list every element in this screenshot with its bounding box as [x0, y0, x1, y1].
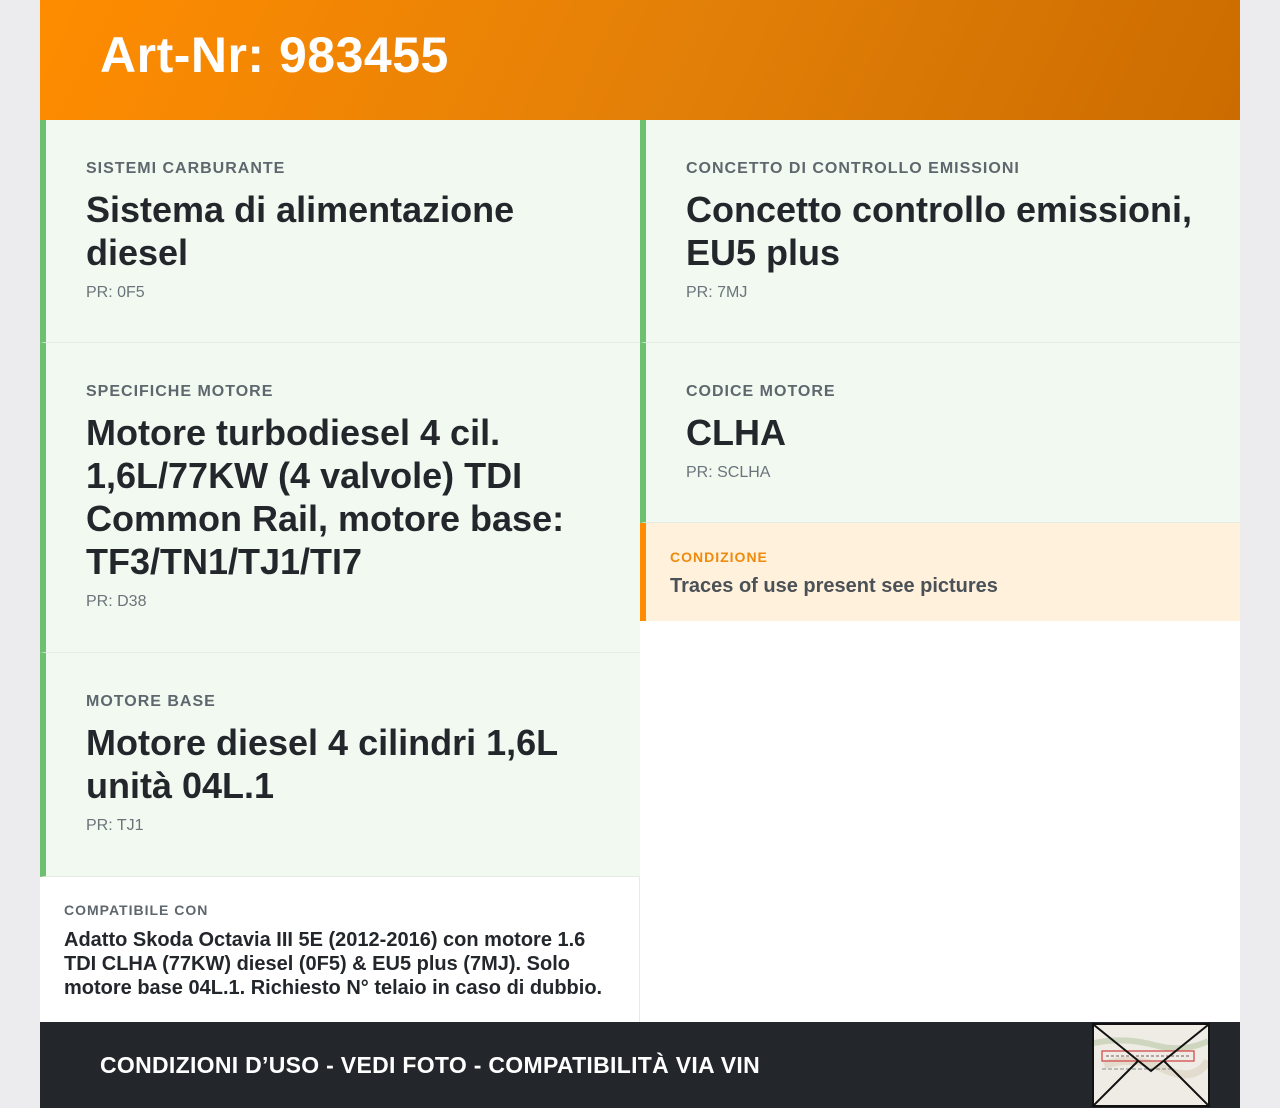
card-pr-code: PR: TJ1	[86, 817, 144, 834]
compatibility-label: COMPATIBILE CON	[64, 902, 209, 918]
card-value: CLHA	[686, 412, 786, 453]
engine-code-card	[640, 343, 1240, 523]
compatibility-text: Adatto Skoda Octavia III 5E (2012-2016) con motore 1.6 TDI CLHA (77KW) diesel (0F5) & EU5 plus (7MJ). Solo motore base 04L.1. Richiesto N° telaio in caso di dubbio.	[64, 929, 603, 999]
emissions-card	[640, 120, 1240, 343]
card-label: SPECIFICHE MOTORE	[86, 383, 274, 400]
card-label: SISTEMI CARBURANTE	[86, 160, 286, 177]
card-pr-code: PR: 0F5	[86, 284, 145, 301]
base-engine-card	[40, 653, 640, 877]
condition-box	[640, 523, 1240, 621]
compatibility-section	[40, 877, 640, 1022]
footer-text: CONDIZIONI D’USO - VEDI FOTO - COMPATIBILITÀ VIA VIN	[100, 1052, 761, 1078]
card-value: Motore diesel 4 cilindri 1,6L unità 04L.1	[86, 722, 558, 806]
condition-label: CONDIZIONE	[670, 549, 768, 565]
condition-value: Traces of use present see pictures	[670, 575, 998, 597]
engine-specs-card	[40, 343, 640, 653]
card-value: Motore turbodiesel 4 cil. 1,6L/77KW (4 valvole) TDI Common Rail, motore base: TF3/TN1/TJ1/TI7	[86, 412, 565, 582]
card-pr-code: PR: 7MJ	[686, 284, 748, 301]
card-label: CONCETTO DI CONTROLLO EMISSIONI	[686, 160, 1020, 177]
card-value: Concetto controllo emissioni, EU5 plus	[686, 189, 1193, 273]
product-sheet	[40, 0, 1240, 1108]
card-label: CODICE MOTORE	[686, 383, 836, 400]
envelope-photo-icon[interactable]	[1092, 1023, 1210, 1107]
footer-bar	[40, 1022, 1240, 1108]
card-pr-code: PR: D38	[86, 593, 147, 610]
card-pr-code: PR: SCLHA	[686, 464, 771, 481]
fuel-system-card	[40, 120, 640, 343]
header-bar	[40, 0, 1240, 120]
right-column	[640, 120, 1240, 621]
article-number-title: Art-Nr: 983455	[100, 27, 449, 83]
card-label: MOTORE BASE	[86, 693, 216, 710]
left-column	[40, 120, 640, 877]
card-value: Sistema di alimentazione diesel	[86, 189, 515, 273]
